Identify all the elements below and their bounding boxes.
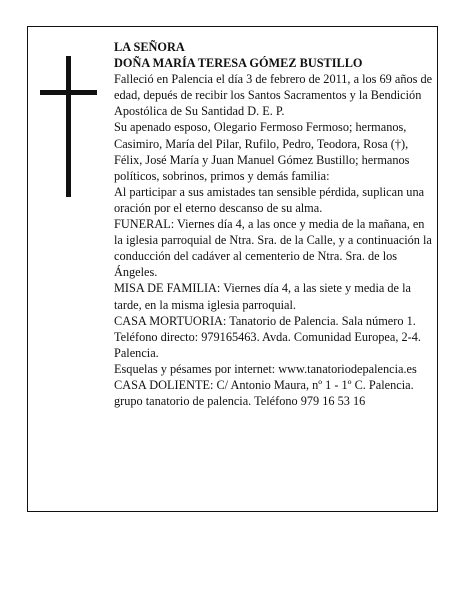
funeral-info: FUNERAL: Viernes día 4, a las once y media de la mañana, en la iglesia parroquial de Ntra. Sra. de la Calle, y a continuación la conducción del cadáver al cementerio de Ntra. Sra. de los Ángeles. [114,217,432,280]
family-list: Su apenado esposo, Olegario Fermoso Fermoso; hermanos, Casimiro, María del Pilar, Rufilo, Pedro, Teodora, Rosa (†), Félix, José María y Juan Manuel Gómez Bustillo; hermanos políticos, sobrinos, primos y demás familia: [114,120,410,183]
notice-text [114,39,434,409]
cross-horizontal-bar [40,90,97,95]
deceased-name: DOÑA MARÍA TERESA GÓMEZ BUSTILLO [114,56,363,71]
family-mass-info: MISA DE FAMILIA: Viernes día 4, a las siete y media de la tarde, en la misma iglesia parroquial. [114,281,411,312]
obituary-notice [27,26,438,512]
notice-heading: LA SEÑORA [114,40,185,54]
internet-condolences: Esquelas y pésames por internet: www.tanatoriodepalencia.es [114,361,417,376]
prayer-request: Al participar a sus amistades tan sensible pérdida, suplican una oración por el eterno descanso de su alma. [114,184,425,215]
death-announcement: Falleció en Palencia el día 3 de febrero de 2011, a los 69 años de edad, depués de recibir los Santos Sacramentos y la Bendición Apostólica de Su Santidad D. E. P. [114,72,433,119]
mourning-house-info: CASA DOLIENTE: C/ Antonio Maura, nº 1 - 1º C. Palencia. [114,377,414,392]
cross-icon [28,27,108,207]
mortuary-info: CASA MORTUORIA: Tanatorio de Palencia. Sala número 1. Teléfono directo: 979165463. Avda. Comunidad Europea, 2-4. Palencia. [114,313,421,360]
cross-vertical-bar [66,56,71,197]
funeral-home-contact: grupo tanatorio de palencia. Teléfono 979 16 53 16 [114,394,366,409]
